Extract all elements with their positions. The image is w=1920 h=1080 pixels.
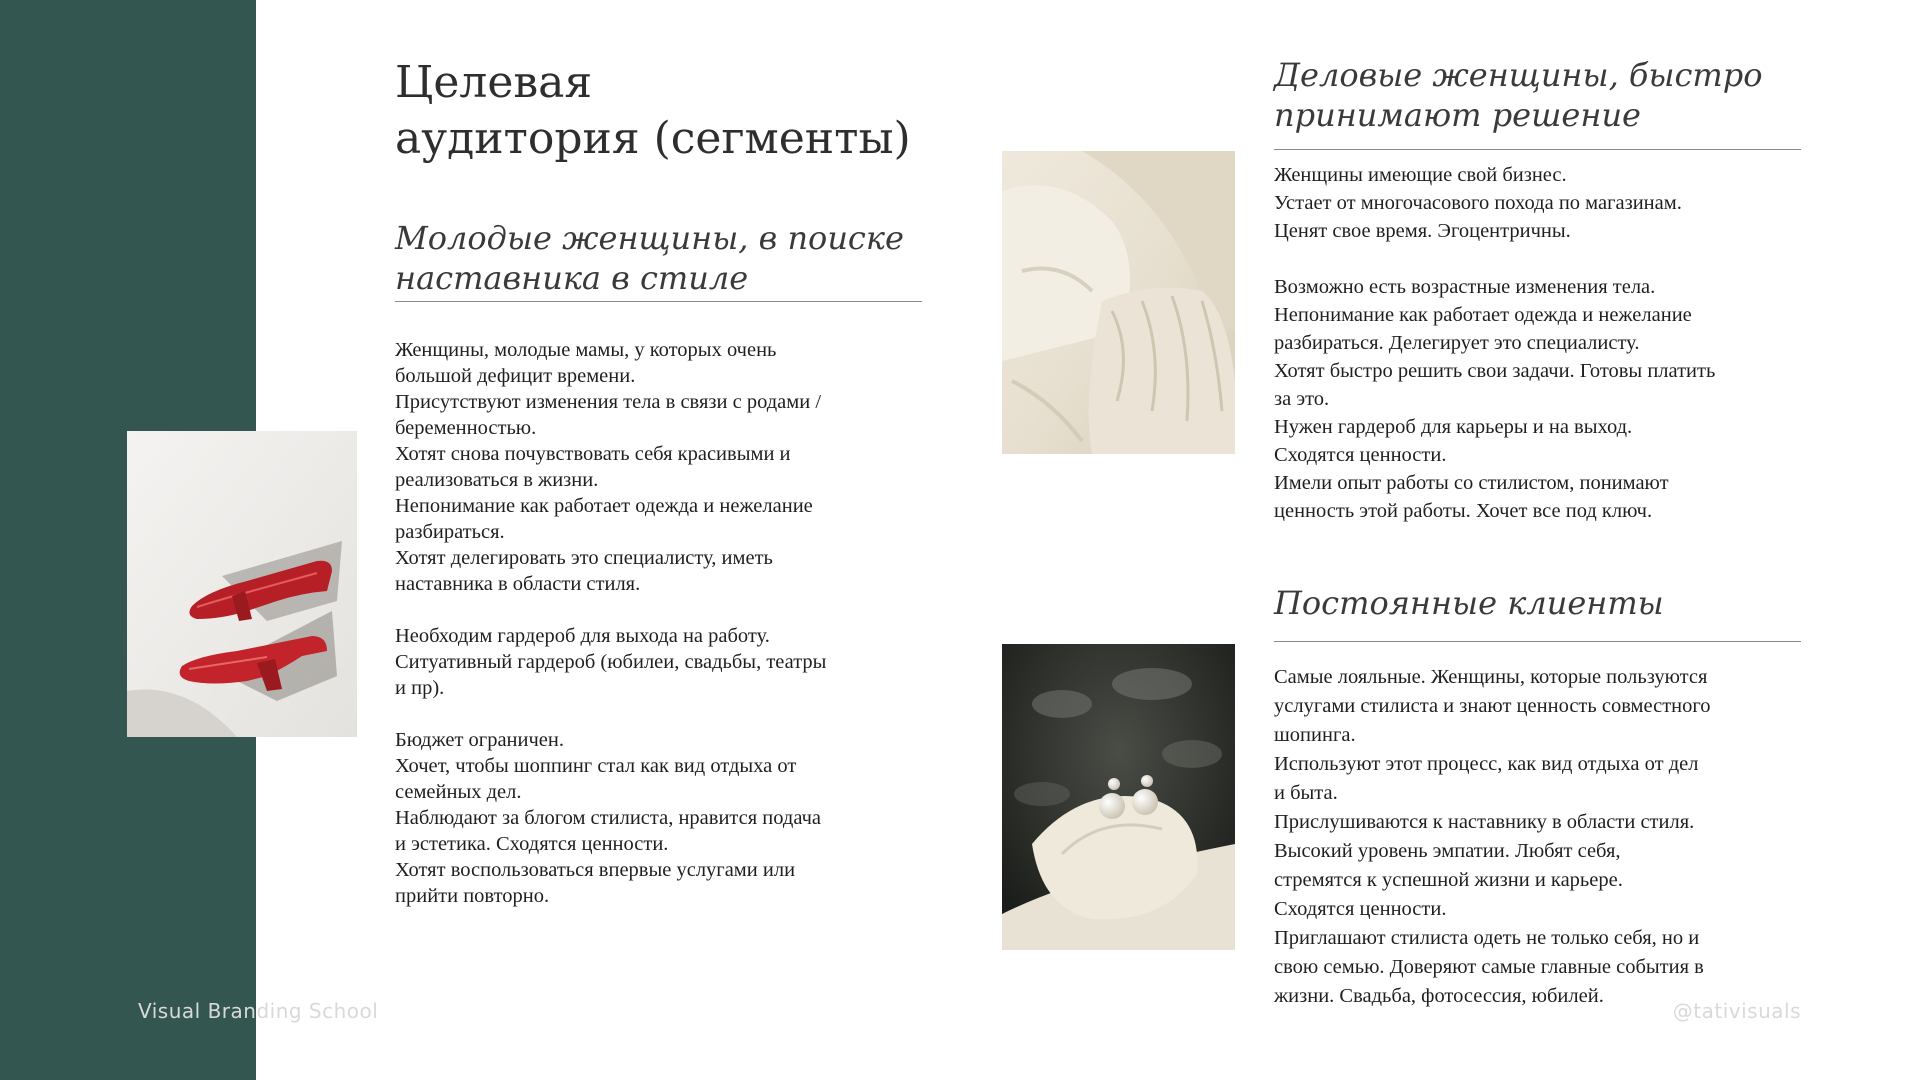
- segment-heading-regular-clients: Постоянные клиенты: [1274, 584, 1664, 622]
- segment-heading-business-women: Деловые женщины, быстро принимают решение: [1274, 56, 1763, 134]
- red-shoes-photo: [127, 431, 357, 737]
- segment-divider: [395, 301, 922, 302]
- pearl-earrings-photo: [1002, 644, 1235, 950]
- footer-brand: Visual Branding School: [138, 999, 379, 1023]
- segment-description-young-women: Женщины, молодые мамы, у которых очень большой дефицит времени. Присутствуют изменения тела в связи с родами / беременностью. Хотят снова почувствовать себя красивыми и реализоваться в жизни. Непонимание как работает одежда и нежелание разбираться. Хотят делегировать это специалисту, иметь наставника в области стиля. Необходим гардероб для выхода на работу. Ситуативный гардероб (юбилеи, свадьбы, театры и пр). Бюджет ограничен. Хочет, чтобы шоппинг стал как вид отдыха от семейных дел. Наблюдают за блогом стилиста, нравится подача и эстетика. Сходятся ценности. Хотят воспользоваться впервые услугами или прийти повторно.: [395, 339, 827, 907]
- segment-divider: [1274, 641, 1801, 642]
- segment-description-regular-clients: Самые лояльные. Женщины, которые пользуются услугами стилиста и знают ценность совместного шопинга. Используют этот процесс, как вид отдыха от дел и быта. Прислушиваются к наставнику в области стиля. Высокий уровень эмпатии. Любят себя, стремятся к успешной жизни и карьере. Сходятся ценности. Приглашают стилиста одеть не только себя, но и свою семью. Доверяют самые главные события в жизни. Свадьба, фотосессия, юбилей.: [1274, 666, 1711, 1007]
- segment-description-business-women: Женщины имеющие свой бизнес. Устает от многочасового похода по магазинам. Ценят свое время. Эгоцентричны. Возможно есть возрастные изменения тела. Непонимание как работает одежда и нежелание разбираться. Делегирует это специалисту. Хотят быстро решить свои задачи. Готовы платить за это. Нужен гардероб для карьеры и на выход. Сходятся ценности. Имели опыт работы со стилистом, понимают ценность этой работы. Хочет все под ключ.: [1274, 164, 1716, 522]
- page-title: Целевая аудитория (сегменты): [395, 57, 911, 164]
- segment-divider: [1274, 149, 1801, 150]
- cream-blouse-photo: [1002, 151, 1235, 454]
- segment-heading-young-women: Молодые женщины, в поиске наставника в стиле: [395, 219, 904, 297]
- footer-handle: @tativisuals: [1672, 999, 1801, 1023]
